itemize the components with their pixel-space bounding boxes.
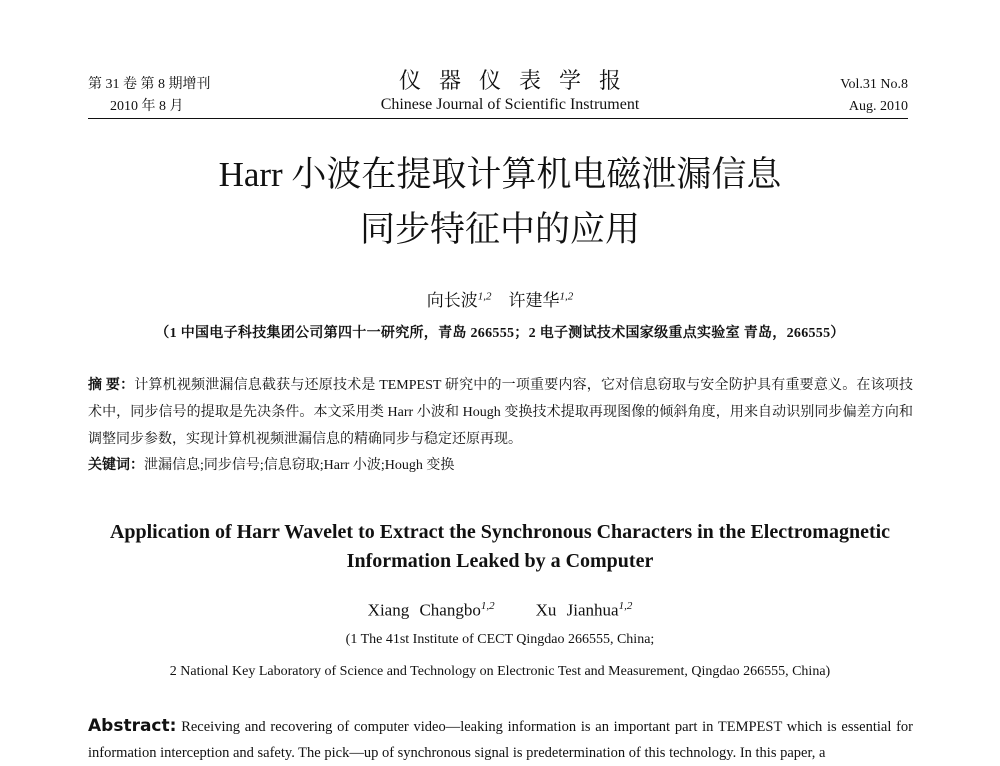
abstract-cn [88,372,913,453]
authors-cn [0,286,1000,311]
keywords-cn-text: 泄漏信息;同步信号;信息窃取;Harr 小波;Hough 变换 [144,458,455,473]
author-en-affil: 1,2 [480,600,495,612]
author-en-name: Xu Jianhua [535,600,619,620]
author-en-name: Xiang Changbo [367,600,481,620]
header-date-cn: 2010 年 8 月 [110,99,184,114]
author-en-affil: 1,2 [618,600,633,612]
journal-name-cn: 仪器仪表学报 [398,68,639,93]
header-divider [88,118,908,119]
keywords-cn-label: 关键词： [88,458,144,473]
author-cn-affil: 1,2 [477,290,492,303]
author-cn-name: 向长波 [426,291,478,310]
header-volume-issue [88,74,211,118]
title-en: Application of Harr Wavelet to Extract the Synchronous Characters in the Electromagnetic Information Leaked by a Computer [109,521,891,572]
title-cn-line1: Harr 小波在提取计算机电磁泄漏信息 [218,155,782,194]
header-date-en: Aug. 2010 [848,99,908,114]
affiliation-en-line2: 2 National Key Laboratory of Science and Technology on Electronic Test and Measurement, Qingdao 266555, China) [169,664,831,679]
header-journal [340,68,680,116]
abstract-en [88,713,913,766]
abstract-en-text: Receiving and recovering of computer video—leaking information is an important part in TEMPEST which is essential for information interception and safety. The pick—up of synchronous signal is predetermination of this technology. In this paper, a [88,719,914,761]
abstract-en-label: Abstract: [88,716,177,736]
header-vol-en: Vol.31 No.8 [840,77,908,92]
author-cn-affil: 1,2 [559,290,574,303]
affiliation-cn: （1 中国电子科技集团公司第四十一研究所，青岛 266555；2 电子测试技术国家级重点实验室 青岛，266555） [155,326,845,341]
header-volume: 第 31 卷 第 8 期增刊 [88,77,211,92]
abstract-cn-label: 摘 要： [88,378,135,393]
authors-en [0,600,1000,621]
journal-name-en: Chinese Journal of Scientific Instrument [380,96,640,113]
title-cn-line2: 同步特征中的应用 [359,210,640,249]
affiliation-en-line1: (1 The 41st Institute of CECT Qingdao 266555, China; [345,632,655,647]
abstract-cn-text: 计算机视频泄漏信息截获与还原技术是 TEMPEST 研究中的一项重要内容，它对信息窃取与安全防护具有重要意义。在该项技术中，同步信号的提取是先决条件。本文采用类 Harr 小波和 Hough 变换技术提取再现图像的倾斜角度，用来自动识别同步偏差方向和调整同步参数，实现计算机视频泄漏信息的精确同步与稳定还原再现。 [88,378,913,447]
keywords-cn [88,455,454,477]
author-cn-name: 许建华 [508,291,560,310]
header-vol-date-en [840,74,908,118]
